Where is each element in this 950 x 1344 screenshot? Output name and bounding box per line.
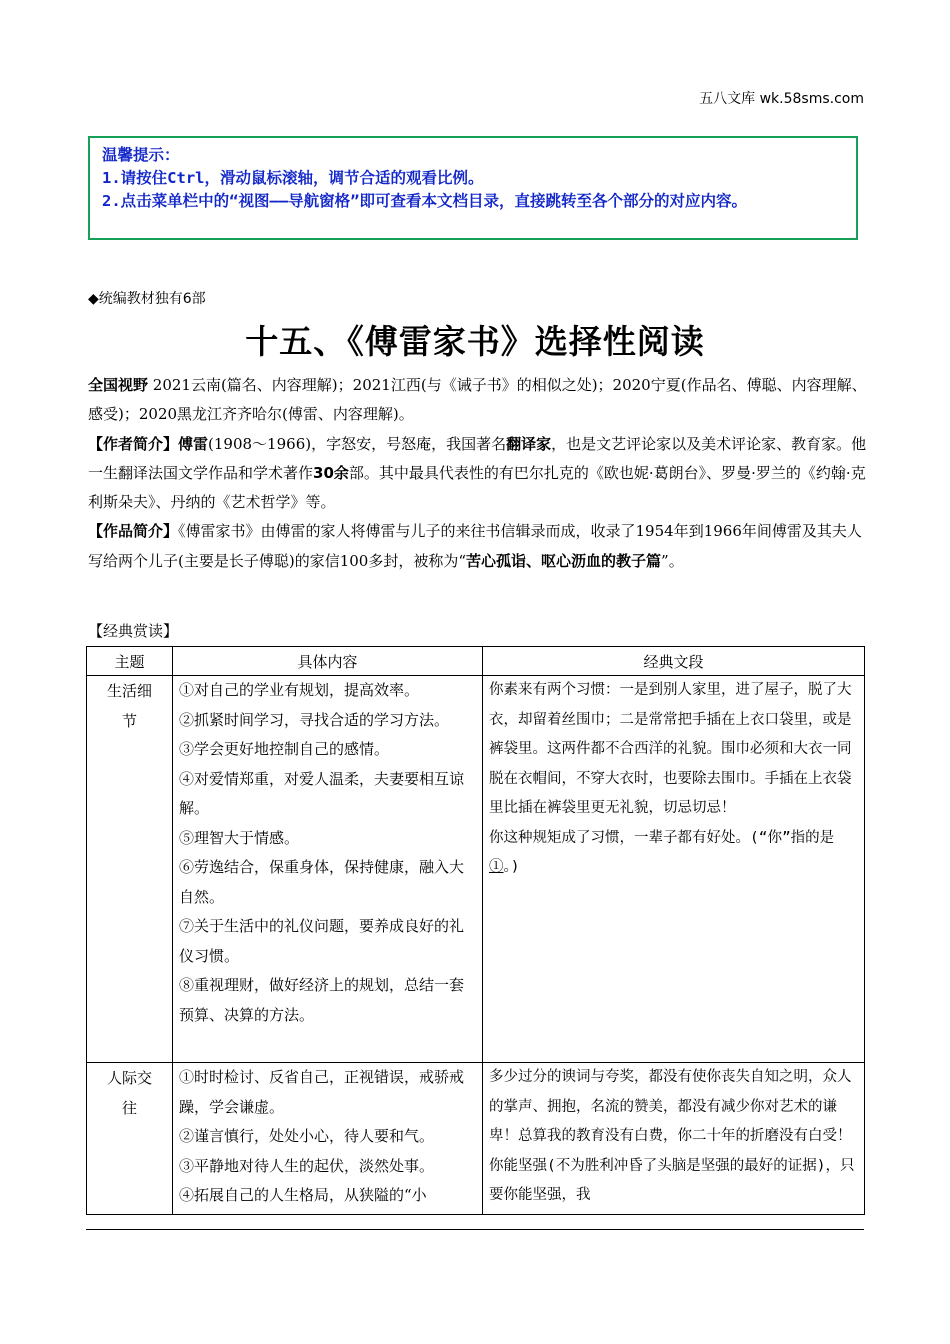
list-item: ①对自己的学业有规划，提高效率。 [179, 681, 420, 699]
work-label: 【作品简介】 [88, 522, 179, 541]
author-intro [88, 430, 868, 518]
author-text-2: ，也是文艺评论家以及美术评论家、教育家。他一生翻译法国文学作品和学术著作 [88, 434, 867, 482]
content-cell [173, 1063, 483, 1215]
header-content: 具体内容 [173, 647, 483, 676]
list-item: ⑥劳逸结合，保重身体，保持健康，融入大自然。 [179, 858, 465, 906]
passage-cell [483, 676, 865, 1063]
exam-overview [88, 371, 868, 430]
work-text-1: 《傅雷家书》由傅雷的家人将傅雷与儿子的来往书信辑录而成，收录了1954年到1966年间傅雷及其夫人写给两个儿子(主要是长子傅聪)的家信100多封，被称为“ [88, 522, 862, 570]
list-item: ④对爱情郑重，对爱人温柔，夫妻要相互谅解。 [179, 769, 465, 817]
author-text-1: (1908～1966)，字怒安，号怒庵，我国著名 [208, 434, 507, 453]
passage-question-text: 你这种规矩成了习惯，一辈子都有好处。(“你”指的是 [489, 829, 835, 846]
passage-text: 多少过分的谀词与夸奖，都没有使你丧失自知之明，众人的掌声、拥抱，名流的赞美，都没有减少你对艺术的谦卑！总算我的教育没有白费，你二十年的折磨没有白受！你能坚强(不为胜利冲昏了头脑是坚强的最好的证据)，只要你能坚强，我 [489, 1069, 855, 1203]
header-passage: 经典文段 [483, 647, 865, 676]
section-label: 【经典赏读】 [88, 622, 179, 640]
tips-line-2: 2.点击菜单栏中的“视图——导航窗格”即可查看本文档目录，直接跳转至各个部分的对应内容。 [102, 192, 747, 210]
passage-cell [483, 1063, 865, 1215]
exam-overview-label: 全国视野 [88, 376, 149, 394]
author-role: 翻译家 [506, 434, 552, 453]
passage-text: 你素来有两个习惯：一是到别人家里，进了屋子，脱了大衣，却留着丝围巾；二是常常把手插在上衣口袋里，或是裤袋里。这两件都不合西洋的礼貌。围巾必须和大衣一同脱在衣帽间，不穿大衣时，也要除去围巾。手插在上衣袋里比插在裤袋里更无礼貌，切忌切忌！ [489, 682, 852, 816]
list-item: ②谨言慎行，处处小心，待人要和气。 [179, 1127, 435, 1145]
list-item: ④拓展自己的人生格局，从狭隘的“小 [179, 1186, 427, 1204]
list-item: ⑧重视理财，做好经济上的规划，总结一套预算、决算的方法。 [179, 976, 465, 1024]
site-header: 五八文库 wk.58sms.com [699, 91, 864, 107]
reading-table [86, 646, 865, 1215]
work-quote: 苦心孤诣、呕心沥血的教子篇 [466, 551, 662, 570]
work-intro [88, 517, 868, 576]
topic-cell [87, 1063, 173, 1215]
passage-question [489, 824, 858, 883]
author-text-3: 部。其中最具代表性的有巴尔扎克的《欧也妮·葛朗台》、罗曼·罗兰的《约翰·克利斯朵夫》、丹纳的《艺术哲学》等。 [88, 463, 866, 512]
table-row [87, 676, 865, 1063]
textbook-note: ◆统编教材独有6部 [88, 291, 206, 307]
page-title: 十五、《傅雷家书》选择性阅读 [245, 322, 705, 361]
topic-label: 人际交往 [106, 1069, 152, 1117]
passage-question-end: 。) [503, 859, 520, 875]
topic-label: 生活细节 [106, 682, 152, 730]
list-item: ③学会更好地控制自己的感情。 [179, 740, 390, 758]
answer-blank: ① [489, 859, 504, 875]
table-row [87, 1063, 865, 1215]
header-topic: 主题 [87, 647, 173, 676]
table-header-row [87, 647, 865, 676]
content-cell [173, 676, 483, 1063]
tips-title: 温馨提示： [102, 146, 180, 164]
list-item: ⑦关于生活中的礼仪问题，要养成良好的礼仪习惯。 [179, 917, 465, 965]
list-item: ①时时检讨、反省自己，正视错误，戒骄戒躁，学会谦虚。 [179, 1068, 465, 1116]
list-item: ③平静地对待人生的起伏，淡然处事。 [179, 1156, 435, 1175]
exam-overview-text: 2021云南(篇名、内容理解)；2021江西(与《诫子书》的相似之处)；2020宁夏(作品名、傅聪、内容理解、感受)；2020黑龙江齐齐哈尔(傅雷、内容理解)。 [88, 376, 867, 424]
author-works-count: 30余 [313, 463, 349, 482]
author-label: 【作者简介】 [88, 434, 179, 453]
intro-section [88, 371, 868, 576]
list-item: ⑤理智大于情感。 [179, 828, 300, 847]
topic-cell [87, 676, 173, 1063]
tips-box [88, 136, 858, 240]
author-name: 傅雷 [178, 434, 209, 453]
work-text-2: ”。 [661, 551, 684, 570]
page-bottom-rule [86, 1229, 864, 1230]
tips-line-1: 1.请按住Ctrl，滑动鼠标滚轴，调节合适的观看比例。 [102, 169, 484, 187]
list-item: ②抓紧时间学习，寻找合适的学习方法。 [179, 710, 450, 729]
